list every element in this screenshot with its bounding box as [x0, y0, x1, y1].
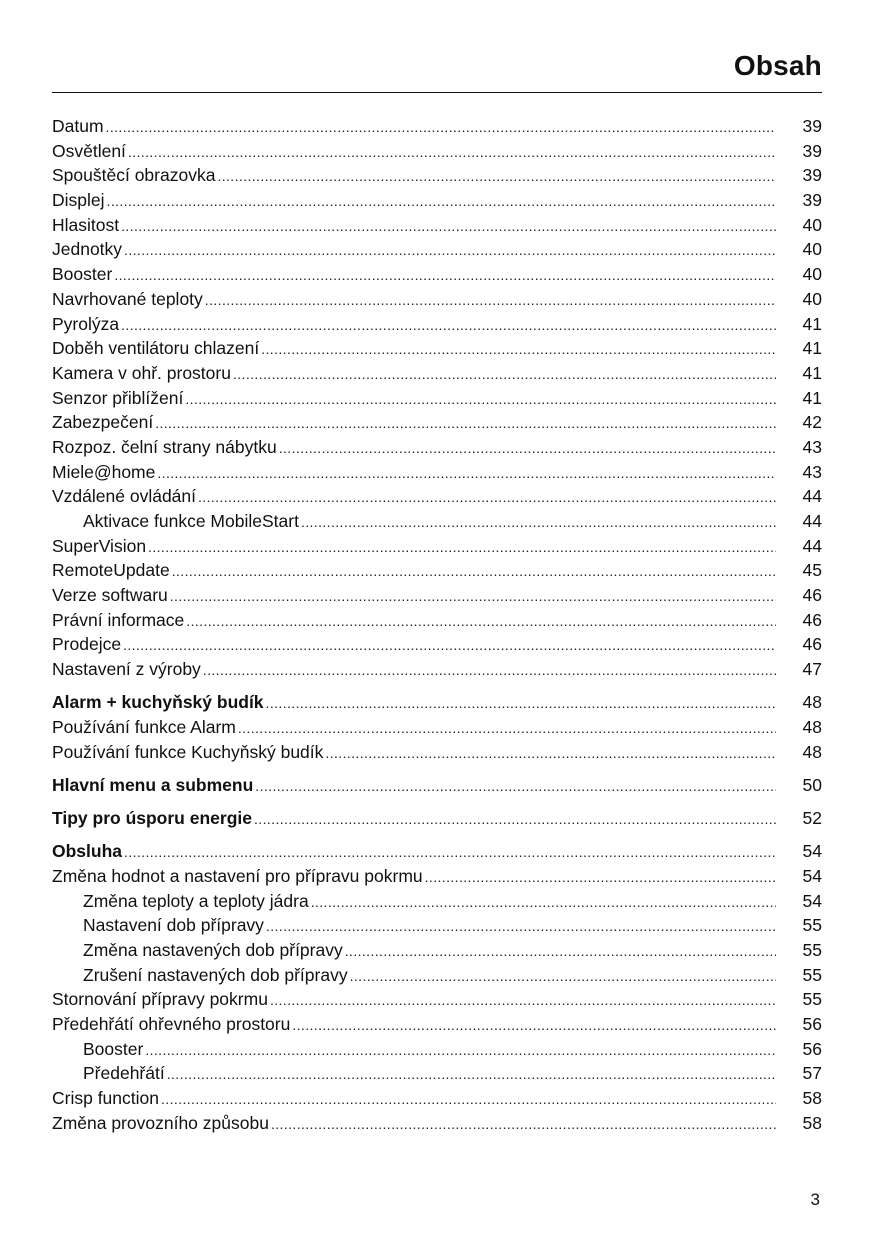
dot-leader [161, 1087, 776, 1112]
dot-leader [128, 140, 776, 165]
toc-section-obsluha[interactable] [52, 839, 822, 864]
dot-leader [121, 214, 776, 239]
toc-entry-label: RemoteUpdate [52, 560, 170, 581]
toc-entry-stornovani-pripravy[interactable] [52, 987, 822, 1012]
toc-entry-page: 39 [802, 116, 822, 136]
dot-leader [205, 288, 776, 313]
dot-leader [270, 988, 776, 1013]
toc-entry-label: Zrušení nastavených dob přípravy [83, 964, 348, 985]
toc-entry-page: 43 [802, 461, 822, 482]
dot-leader [107, 189, 776, 214]
dot-leader [203, 658, 776, 683]
toc-entry-page: 47 [802, 659, 822, 680]
toc-section-tipy-uspora-energie[interactable] [52, 806, 822, 831]
dot-leader [106, 115, 776, 140]
toc-entry-page: 39 [802, 165, 822, 186]
toc-entry-verze-softwaru[interactable] [52, 583, 822, 608]
toc-entry-zmena-teploty[interactable] [52, 889, 822, 914]
toc-entry-zabezpeceni[interactable] [52, 410, 822, 435]
dot-leader [254, 807, 776, 832]
toc-entry-page: 44 [802, 511, 822, 531]
toc-entry-label: Verze softwaru [52, 585, 168, 606]
toc-entry-page: 41 [802, 313, 822, 334]
toc-entry-kamera[interactable] [52, 361, 822, 386]
toc-entry-page: 58 [802, 1112, 822, 1133]
toc-entry-page: 57 [802, 1063, 822, 1084]
toc-entry-page: 44 [802, 486, 822, 507]
toc-entry-miele-home[interactable] [52, 460, 822, 485]
toc-entry-supervision[interactable] [52, 534, 822, 559]
toc-entry-label: Displej [52, 190, 105, 211]
toc-entry-navrhovane-teploty[interactable] [52, 287, 822, 312]
toc-entry-label: Doběh ventilátoru chlazení [52, 338, 260, 359]
toc-entry-label: Nastavení dob přípravy [83, 915, 264, 936]
toc-entry-datum[interactable] [52, 114, 822, 139]
table-of-contents [52, 114, 822, 1136]
toc-entry-label: Používání funkce Alarm [52, 717, 236, 737]
toc-entry-label: Nastavení z výroby [52, 659, 201, 680]
dot-leader [155, 411, 776, 436]
toc-entry-page: 55 [802, 964, 822, 985]
toc-entry-label: Obsluha [52, 841, 123, 862]
toc-entry-label: Alarm + kuchyňský budík [52, 692, 264, 713]
toc-entry-label: Stornování přípravy pokrmu [52, 989, 268, 1010]
toc-entry-page: 42 [802, 412, 822, 433]
toc-entry-page: 55 [802, 940, 822, 960]
toc-entry-page: 50 [802, 774, 822, 795]
dot-leader [311, 890, 776, 915]
toc-entry-label: Navrhované teploty [52, 288, 203, 309]
dot-leader [301, 510, 776, 535]
toc-entry-label: Změna hodnot a nastavení pro přípravu pokrmu [52, 865, 423, 886]
dot-leader [266, 691, 776, 716]
toc-entry-page: 54 [802, 865, 822, 886]
dot-leader [198, 485, 776, 510]
toc-entry-page: 56 [802, 1014, 822, 1035]
dot-leader [185, 387, 776, 412]
toc-entry-aktivace-mobilestart[interactable] [52, 509, 822, 534]
dot-leader [157, 461, 776, 486]
toc-entry-page: 41 [802, 362, 822, 383]
toc-entry-page: 44 [802, 535, 822, 556]
toc-entry-label: Crisp function [52, 1088, 159, 1109]
toc-entry-label: Datum [52, 116, 104, 136]
dot-leader [121, 313, 776, 338]
toc-entry-label: Tipy pro úsporu energie [52, 808, 252, 829]
toc-entry-page: 45 [802, 560, 822, 581]
toc-entry-page: 54 [802, 890, 822, 911]
dot-leader [217, 164, 776, 189]
toc-entry-vzdalene-ovladani[interactable] [52, 484, 822, 509]
toc-entry-page: 46 [802, 634, 822, 655]
toc-entry-label: Rozpoz. čelní strany nábytku [52, 436, 277, 457]
toc-entry-page: 48 [802, 692, 822, 713]
toc-entry-pouzivani-alarm[interactable] [52, 715, 822, 740]
page-number: 3 [810, 1190, 820, 1209]
dot-leader [145, 1038, 776, 1063]
toc-entry-page: 40 [802, 264, 822, 285]
toc-entry-page: 40 [802, 214, 822, 235]
toc-entry-label: Změna provozního způsobu [52, 1112, 269, 1133]
toc-entry-nastaveni-dob-pripravy[interactable] [52, 913, 822, 938]
dot-leader [255, 774, 776, 799]
toc-entry-page: 43 [802, 436, 822, 457]
toc-entry-page: 46 [802, 585, 822, 606]
toc-entry-dobeh-ventilatoru[interactable] [52, 336, 822, 361]
toc-entry-label: Aktivace funkce MobileStart [83, 511, 299, 531]
dot-leader [292, 1013, 776, 1038]
toc-entry-page: 55 [802, 915, 822, 936]
toc-entry-remoteupdate[interactable] [52, 558, 822, 583]
toc-entry-page: 40 [802, 239, 822, 260]
toc-entry-label: Spouštěcí obrazovka [52, 165, 216, 186]
toc-entry-prodejce[interactable] [52, 632, 822, 657]
dot-leader [345, 939, 776, 964]
dot-leader [114, 263, 776, 288]
dot-leader [238, 716, 776, 741]
toc-entry-booster[interactable] [52, 262, 822, 287]
toc-entry-label: Pyrolýza [52, 313, 120, 334]
toc-entry-label: Hlasitost [52, 214, 120, 235]
toc-entry-page: 40 [802, 288, 822, 309]
toc-entry-spousteci-obrazovka[interactable] [52, 163, 822, 188]
toc-entry-pouzivani-kuchynsky-budik[interactable] [52, 740, 822, 765]
toc-entry-label: Hlavní menu a submenu [52, 774, 254, 795]
toc-entry-predehrati-sub[interactable] [52, 1061, 822, 1086]
toc-entry-osvetleni[interactable] [52, 139, 822, 164]
toc-entry-page: 58 [802, 1088, 822, 1109]
dot-leader [261, 337, 776, 362]
toc-entry-page: 46 [802, 609, 822, 630]
page-title: Obsah [733, 50, 822, 81]
toc-entry-label: Používání funkce Kuchyňský budík [52, 741, 324, 762]
dot-leader [148, 535, 776, 560]
dot-leader [167, 1062, 776, 1087]
toc-entry-hlasitost[interactable] [52, 213, 822, 238]
toc-entry-page: 52 [802, 808, 822, 829]
toc-entry-label: Změna teploty a teploty jádra [83, 890, 309, 911]
dot-leader [271, 1112, 776, 1137]
dot-leader [172, 559, 776, 584]
toc-entry-label: Změna nastavených dob přípravy [83, 940, 343, 960]
toc-entry-label: Kamera v ohř. prostoru [52, 362, 231, 383]
dot-leader [279, 436, 776, 461]
toc-entry-jednotky[interactable] [52, 237, 822, 262]
toc-section-hlavni-menu[interactable] [52, 773, 822, 798]
toc-entry-zruseni-nastavenych-dob[interactable] [52, 963, 822, 988]
toc-entry-label: Vzdálené ovládání [52, 486, 196, 507]
toc-entry-label: Jednotky [52, 239, 123, 260]
toc-entry-page: 41 [802, 338, 822, 359]
toc-entry-page: 48 [802, 741, 822, 762]
toc-entry-label: Booster [52, 264, 113, 285]
dot-leader [266, 914, 776, 939]
toc-entry-label: Právní informace [52, 609, 185, 630]
toc-entry-senzor-priblizeni[interactable] [52, 386, 822, 411]
toc-entry-page: 54 [802, 841, 822, 862]
dot-leader [425, 865, 776, 890]
toc-entry-zmena-nastavenych-dob[interactable] [52, 938, 822, 963]
dot-leader [325, 741, 776, 766]
toc-entry-predehrati-prostoru[interactable] [52, 1012, 822, 1037]
header-divider [52, 92, 822, 93]
toc-entry-label: Osvětlení [52, 140, 126, 161]
toc-entry-booster-sub[interactable] [52, 1037, 822, 1062]
toc-entry-label: Booster [83, 1038, 144, 1059]
toc-entry-label: Prodejce [52, 634, 122, 655]
dot-leader [123, 633, 776, 658]
dot-leader [170, 584, 776, 609]
toc-entry-zmena-provozniho-zpusobu[interactable] [52, 1111, 822, 1136]
toc-entry-rozpoz-celni-strany[interactable] [52, 435, 822, 460]
toc-entry-label: SuperVision [52, 535, 147, 556]
toc-section-alarm-kuchynsky-budik[interactable] [52, 690, 822, 715]
toc-entry-label: Zabezpečení [52, 412, 154, 433]
dot-leader [124, 840, 776, 865]
toc-entry-zmena-hodnot[interactable] [52, 864, 822, 889]
toc-entry-pyrolyza[interactable] [52, 312, 822, 337]
dot-leader [124, 238, 776, 263]
dot-leader [233, 362, 776, 387]
toc-entry-label: Miele@home [52, 461, 156, 482]
toc-entry-crisp-function[interactable] [52, 1086, 822, 1111]
dot-leader [186, 609, 776, 634]
toc-entry-page: 48 [802, 717, 822, 737]
toc-entry-page: 39 [802, 140, 822, 161]
toc-entry-label: Předehřátí ohřevného prostoru [52, 1014, 291, 1035]
toc-entry-page: 39 [802, 190, 822, 211]
toc-entry-label: Předehřátí [83, 1063, 165, 1084]
toc-entry-page: 55 [802, 989, 822, 1010]
toc-entry-displej[interactable] [52, 188, 822, 213]
toc-entry-nastaveni-z-vyroby[interactable] [52, 657, 822, 682]
toc-entry-pravni-informace[interactable] [52, 608, 822, 633]
dot-leader [350, 964, 776, 989]
toc-entry-label: Senzor přiblížení [52, 387, 184, 408]
toc-entry-page: 56 [802, 1038, 822, 1059]
toc-entry-page: 41 [802, 387, 822, 408]
